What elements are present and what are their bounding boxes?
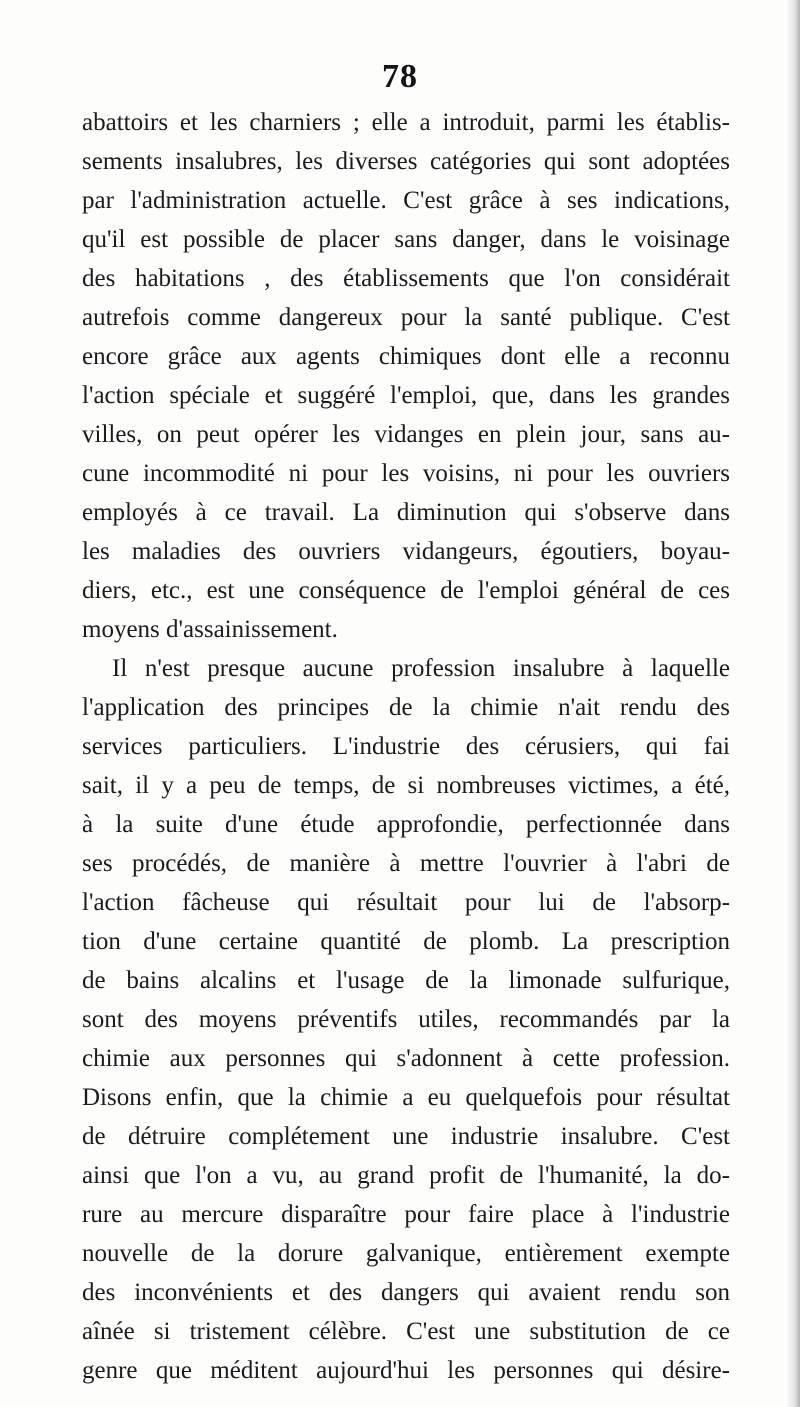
text-line: sont des moyens préventifs utiles, recommandés par la <box>82 1006 730 1033</box>
text-line: par l'administration actuelle. C'est grâce à ses indications, <box>82 187 730 214</box>
text-line: les maladies des ouvriers vidangeurs, égoutiers, boyau- <box>82 538 730 565</box>
text-line: diers, etc., est une conséquence de l'emploi général de ces <box>82 577 730 604</box>
text-line: abattoirs et les charniers ; elle a introduit, parmi les établis- <box>82 109 730 136</box>
text-line: services particuliers. L'industrie des cérusiers, qui fai <box>82 733 730 760</box>
text-line: qu'il est possible de placer sans danger, dans le voisinage <box>82 226 730 253</box>
text-line: des inconvénients et des dangers qui avaient rendu son <box>82 1279 730 1306</box>
text-line: villes, on peut opérer les vidanges en plein jour, sans au- <box>82 421 730 448</box>
text-line: aînée si tristement célèbre. C'est une substitution de ce <box>82 1318 730 1345</box>
text-line: des habitations , des établissements que l'on considérait <box>82 265 730 292</box>
text-line: Il n'est presque aucune profession insalubre à laquelle <box>112 655 730 682</box>
text-line: l'action fâcheuse qui résultait pour lui de l'absorp- <box>82 889 730 916</box>
text-line: ses procédés, de manière à mettre l'ouvrier à l'abri de <box>82 850 730 877</box>
text-line: autrefois comme dangereux pour la santé publique. C'est <box>82 304 730 331</box>
text-line: l'application des principes de la chimie n'ait rendu des <box>82 694 730 721</box>
text-line: Disons enfin, que la chimie a eu quelquefois pour résultat <box>82 1084 730 1111</box>
page-number: 78 <box>382 58 418 95</box>
text-line: chimie aux personnes qui s'adonnent à cette profession. <box>82 1045 730 1072</box>
text-line: sait, il y a peu de temps, de si nombreuses victimes, a été, <box>82 772 730 799</box>
text-line: nouvelle de la dorure galvanique, entièrement exempte <box>82 1240 730 1267</box>
text-line: sements insalubres, les diverses catégories qui sont adoptées <box>82 148 730 175</box>
text-line: rure au mercure disparaître pour faire place à l'industrie <box>82 1201 730 1228</box>
text-line: encore grâce aux agents chimiques dont elle a reconnu <box>82 343 730 370</box>
page-edge-shadow <box>786 0 800 1407</box>
text-line: tion d'une certaine quantité de plomb. La prescription <box>82 928 730 955</box>
body-text <box>82 103 730 1390</box>
text-line: ainsi que l'on a vu, au grand profit de l'humanité, la do- <box>82 1162 730 1189</box>
text-line: moyens d'assainissement. <box>82 616 338 643</box>
text-line: cune incommodité ni pour les voisins, ni pour les ouvriers <box>82 460 730 487</box>
text-line: l'action spéciale et suggéré l'emploi, que, dans les grandes <box>82 382 730 409</box>
text-line: de détruire complétement une industrie insalubre. C'est <box>82 1123 730 1150</box>
text-line: de bains alcalins et l'usage de la limonade sulfurique, <box>82 967 730 994</box>
text-line: à la suite d'une étude approfondie, perfectionnée dans <box>82 811 730 838</box>
text-line: genre que méditent aujourd'hui les personnes qui désire- <box>82 1357 730 1384</box>
text-line: employés à ce travail. La diminution qui s'observe dans <box>82 499 730 526</box>
